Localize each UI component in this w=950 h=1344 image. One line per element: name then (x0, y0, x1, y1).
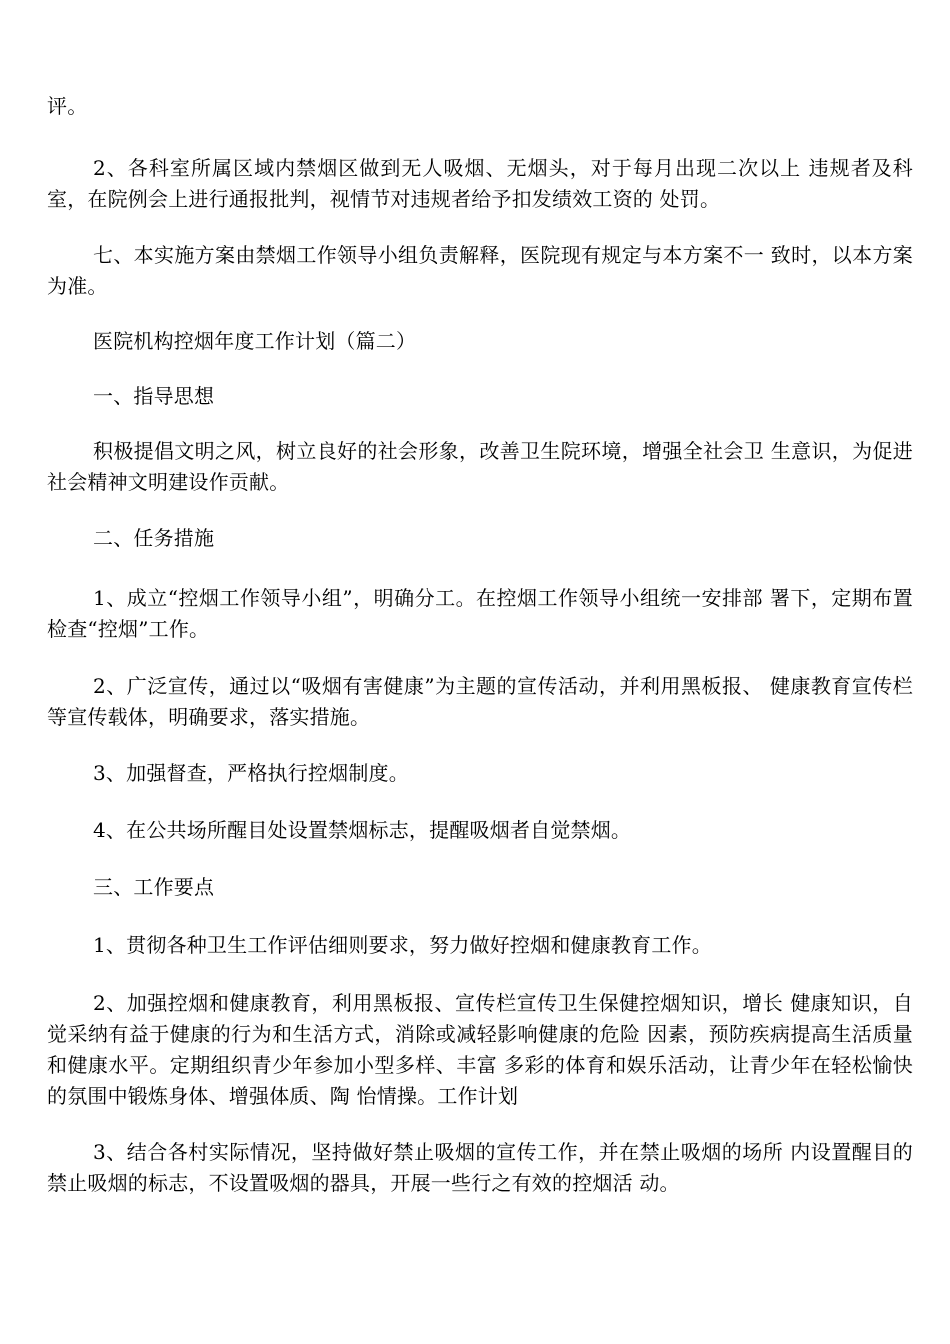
paragraph-continuation: 评。 (47, 94, 88, 118)
paragraph-guiding-ideology: 积极提倡文明之风，树立良好的社会形象，改善卫生院环境，增强全社会卫 生意识，为促进社会精神文明建设作贡献。 (47, 439, 913, 494)
paragraph-measure-3: 3、加强督查，严格执行控烟制度。 (93, 761, 409, 785)
paragraph-point-1: 1、贯彻各种卫生工作评估细则要求，努力做好控烟和健康教育工作。 (93, 933, 712, 957)
heading-work-points: 三、工作要点 (93, 875, 215, 899)
heading-task-measures: 二、任务措施 (93, 526, 215, 550)
paragraph-violation-penalty: 2、各科室所属区域内禁烟区做到无人吸烟、无烟头，对于每月出现二次以上 违规者及科室，在院例会上进行通报批判，视情节对违规者给予扣发绩效工资的 处罚。 (47, 156, 913, 211)
paragraph-point-3: 3、结合各村实际情况，坚持做好禁止吸烟的宣传工作，并在禁止吸烟的场所 内设置醒目的禁止吸烟的标志，不设置吸烟的器具，开展一些行之有效的控烟活 动。 (47, 1140, 913, 1195)
heading-guiding-ideology: 一、指导思想 (93, 384, 215, 408)
section-title: 医院机构控烟年度工作计划（篇二） (93, 329, 417, 353)
paragraph-interpretation: 七、本实施方案由禁烟工作领导小组负责解释，医院现有规定与本方案不一 致时，以本方案为准。 (47, 243, 913, 298)
paragraph-measure-2: 2、广泛宣传，通过以“吸烟有害健康”为主题的宣传活动，并利用黑板报、 健康教育宣传栏等宣传载体，明确要求，落实措施。 (47, 674, 913, 729)
paragraph-measure-1: 1、成立“控烟工作领导小组”，明确分工。在控烟工作领导小组统一安排部 署下，定期布置检查“控烟”工作。 (47, 586, 913, 641)
paragraph-point-2: 2、加强控烟和健康教育，利用黑板报、宣传栏宣传卫生保健控烟知识，增长 健康知识，自觉采纳有益于健康的行为和生活方式，消除或减轻影响健康的危险 因素，预防疾病提高生活质量和健康水平。定期组织青少年参加小型多样、丰富 多彩的体育和娱乐活动，让青少年在轻松愉快的氛围中锻炼身体、增强体质、陶 怡情操。工作计划 (47, 991, 913, 1108)
paragraph-measure-4: 4、在公共场所醒目处设置禁烟标志，提醒吸烟者自觉禁烟。 (93, 818, 632, 842)
